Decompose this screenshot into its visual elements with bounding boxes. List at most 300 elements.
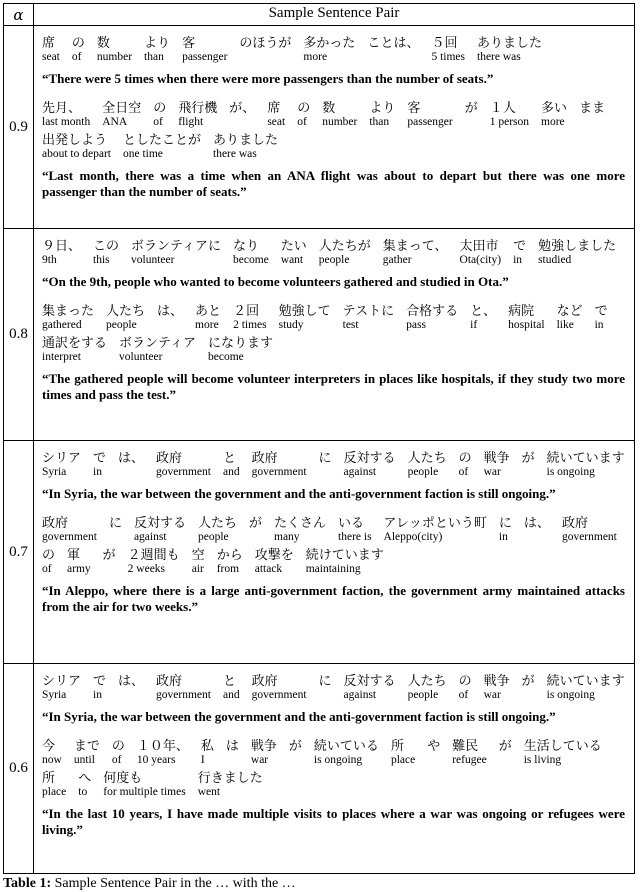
japanese-word: たい xyxy=(280,238,307,253)
japanese-word: なり xyxy=(233,238,260,253)
alpha-value: 0.9 xyxy=(4,26,34,228)
gloss-word: this xyxy=(93,254,110,266)
gloss-word xyxy=(289,754,302,767)
gloss-unit xyxy=(579,100,605,129)
gloss-unit xyxy=(252,673,307,702)
gloss-unit xyxy=(223,673,240,702)
gloss-word xyxy=(239,51,291,64)
gloss-line xyxy=(42,673,627,702)
gloss-unit xyxy=(431,35,465,64)
gloss-word: war xyxy=(250,754,269,766)
gloss-word: more xyxy=(303,51,328,63)
gloss-unit xyxy=(192,547,205,576)
japanese-word: いる xyxy=(338,515,365,530)
japanese-word: あと xyxy=(195,303,222,318)
japanese-word: は、 xyxy=(118,673,145,688)
gloss-word: 2 weeks xyxy=(127,563,166,575)
gloss-word xyxy=(319,466,332,479)
japanese-word: は、 xyxy=(523,515,550,530)
gloss-unit xyxy=(249,515,262,544)
gloss-unit xyxy=(109,515,122,544)
japanese-word: の xyxy=(71,35,85,50)
gloss-unit xyxy=(102,100,141,129)
alpha-value: 0.8 xyxy=(4,229,34,440)
gloss-unit xyxy=(118,673,144,702)
gloss-unit xyxy=(490,100,529,129)
japanese-word: 人たちが xyxy=(318,238,371,253)
gloss-unit xyxy=(289,738,302,767)
japanese-word: 病院 xyxy=(508,303,535,318)
gloss-word: pass xyxy=(406,319,426,331)
japanese-word: の xyxy=(297,100,311,115)
gloss-unit xyxy=(319,238,371,267)
japanese-word: まで xyxy=(73,738,100,753)
gloss-word xyxy=(249,531,262,544)
gloss-unit xyxy=(522,673,535,702)
gloss-unit xyxy=(112,738,125,767)
gloss-word xyxy=(109,531,122,544)
gloss-word: in xyxy=(93,466,102,478)
gloss-unit xyxy=(233,303,267,332)
gloss-word: of xyxy=(111,754,122,766)
gloss-word: 1 person xyxy=(489,116,530,128)
gloss-word: Ota(city) xyxy=(459,254,502,266)
japanese-word: 政府 xyxy=(561,515,588,530)
japanese-word: 人たち xyxy=(106,303,146,318)
gloss-word: war xyxy=(483,689,501,701)
japanese-word: 政府 xyxy=(42,515,69,530)
gloss-word: volunteer xyxy=(119,351,163,363)
gloss-word: studied xyxy=(538,254,572,266)
gloss-word: people xyxy=(318,254,350,266)
japanese-word: 勉強しました xyxy=(538,238,617,253)
gloss-word: government xyxy=(561,531,617,543)
gloss-unit xyxy=(344,673,396,702)
japanese-word: 何度も xyxy=(103,770,143,785)
japanese-word: が xyxy=(498,738,512,753)
gloss-word: army xyxy=(67,563,91,575)
gloss-unit xyxy=(252,450,307,479)
gloss-word xyxy=(226,754,239,767)
japanese-word: に xyxy=(318,450,332,465)
translation: “Last month, there was a time when an ANA flight was about to depart but there was one more passenger than the number of seats.” xyxy=(42,168,625,199)
japanese-word: になります xyxy=(207,335,273,350)
gloss-unit xyxy=(274,515,326,544)
japanese-word: 所 xyxy=(42,770,56,785)
japanese-word: 人たち xyxy=(407,450,447,465)
translation: “In Aleppo, where there is a large anti-government faction, the government army maintained attacks from the air for two weeks.” xyxy=(42,583,625,614)
gloss-line xyxy=(42,35,627,64)
caption-label: Table 1: xyxy=(3,876,52,891)
gloss-word: flight xyxy=(178,116,204,128)
gloss-unit xyxy=(499,515,512,544)
japanese-word: 合格する xyxy=(406,303,459,318)
table-title-cell xyxy=(34,4,634,25)
gloss-unit xyxy=(452,738,486,767)
gloss-unit xyxy=(522,450,535,479)
japanese-word: 太田市 xyxy=(459,238,499,253)
gloss-word: in xyxy=(93,689,102,701)
japanese-word: の xyxy=(153,100,167,115)
gloss-word xyxy=(118,466,144,479)
gloss-word: government xyxy=(42,531,97,543)
caption-text: Sample Sentence Pair in the … with the … xyxy=(54,876,296,891)
sentence-pair xyxy=(42,100,627,200)
japanese-word: より xyxy=(144,35,171,50)
japanese-word: ことは、 xyxy=(367,35,420,50)
gloss-unit xyxy=(182,35,227,64)
sentence-pair xyxy=(42,738,627,838)
gloss-unit xyxy=(338,515,372,544)
gloss-word: war xyxy=(483,466,501,478)
japanese-word: 先月、 xyxy=(42,100,82,115)
gloss-word: place xyxy=(390,754,416,766)
gloss-word: of xyxy=(458,689,469,701)
table-body xyxy=(4,25,634,873)
gloss-unit xyxy=(513,238,526,267)
gloss-unit xyxy=(128,547,180,576)
gloss-unit xyxy=(279,303,331,332)
japanese-word: 続いています xyxy=(546,450,625,465)
gloss-word: passenger xyxy=(182,51,228,63)
gloss-unit xyxy=(178,100,217,129)
gloss-unit xyxy=(103,770,185,799)
gloss-word: of xyxy=(458,466,469,478)
table-title: Sample Sentence Pair xyxy=(268,5,400,21)
table-row xyxy=(4,440,634,663)
japanese-word: のほうが xyxy=(239,35,292,50)
gloss-unit xyxy=(459,673,472,702)
gloss-word: Syria xyxy=(42,466,67,478)
gloss-unit xyxy=(484,673,510,702)
gloss-word: in xyxy=(498,531,508,543)
gloss-unit xyxy=(93,238,119,267)
gloss-word: there was xyxy=(477,51,521,63)
japanese-word: で xyxy=(93,673,107,688)
gloss-unit xyxy=(384,515,487,544)
gloss-unit xyxy=(541,100,567,129)
japanese-word: 戦争 xyxy=(483,673,510,688)
gloss-unit xyxy=(406,303,458,332)
gloss-word: air xyxy=(191,563,204,575)
japanese-word: と xyxy=(222,673,236,688)
gloss-unit xyxy=(42,335,107,364)
gloss-word xyxy=(522,466,535,479)
alpha-value: 0.7 xyxy=(4,441,34,663)
gloss-unit xyxy=(233,238,269,267)
gloss-word xyxy=(367,51,419,64)
gloss-unit xyxy=(42,673,81,702)
gloss-unit xyxy=(42,738,62,767)
gloss-word: is ongoing xyxy=(313,754,363,766)
table-header xyxy=(4,4,634,25)
japanese-word: 集まった xyxy=(42,303,95,318)
gloss-word: I xyxy=(200,754,205,766)
gloss-unit xyxy=(538,238,616,267)
japanese-word: に xyxy=(318,673,332,688)
gloss-word: test xyxy=(342,319,359,331)
gloss-unit xyxy=(198,770,263,799)
japanese-word: は xyxy=(225,738,239,753)
japanese-word: に xyxy=(108,515,122,530)
japanese-word: アレッポという町 xyxy=(383,515,487,530)
table-caption xyxy=(3,875,635,892)
japanese-word: 客 xyxy=(182,35,196,50)
gloss-unit xyxy=(267,100,285,129)
gloss-word: went xyxy=(197,786,221,798)
gloss-word: study xyxy=(278,319,304,331)
japanese-word: 攻撃を xyxy=(254,547,294,562)
gloss-unit xyxy=(78,770,91,799)
gloss-word: become xyxy=(207,351,244,363)
japanese-word: 席 xyxy=(42,35,56,50)
gloss-unit xyxy=(251,738,277,767)
gloss-unit xyxy=(477,35,542,64)
gloss-unit xyxy=(319,673,332,702)
gloss-word: want xyxy=(280,254,304,266)
sentence-pair xyxy=(42,673,627,725)
gloss-word: Aleppo(city) xyxy=(383,531,443,543)
gloss-unit xyxy=(208,335,273,364)
gloss-unit xyxy=(367,35,419,64)
japanese-word: 続いている xyxy=(313,738,379,753)
japanese-word: １０年、 xyxy=(136,738,189,753)
japanese-word: 生活している xyxy=(523,738,602,753)
sentence-pair-cell xyxy=(34,664,634,873)
gloss-unit xyxy=(42,450,81,479)
gloss-unit xyxy=(229,100,255,129)
japanese-word: で xyxy=(594,303,608,318)
japanese-word: と、 xyxy=(470,303,497,318)
gloss-unit xyxy=(314,738,379,767)
gloss-word: hospital xyxy=(508,319,545,331)
gloss-unit xyxy=(383,238,448,267)
gloss-unit xyxy=(391,738,415,767)
gloss-unit xyxy=(281,238,307,267)
japanese-word: 軍 xyxy=(67,547,81,562)
gloss-unit xyxy=(74,738,100,767)
japanese-word: まま xyxy=(579,100,606,115)
japanese-word: 反対する xyxy=(133,515,186,530)
japanese-word: 人たち xyxy=(407,673,447,688)
gloss-word: number xyxy=(96,51,133,63)
gloss-unit xyxy=(524,738,602,767)
japanese-word: ボランティアに xyxy=(131,238,221,253)
translation: “There were 5 times when there were more passengers than the number of seats.” xyxy=(42,71,494,86)
gloss-word xyxy=(524,531,550,544)
gloss-word: is ongoing xyxy=(546,689,595,701)
japanese-word: ボランティア xyxy=(119,335,196,350)
gloss-word: is living xyxy=(523,754,562,766)
japanese-word: より xyxy=(369,100,396,115)
gloss-word: is ongoing xyxy=(546,466,595,478)
alpha-value: 0.6 xyxy=(4,664,34,873)
japanese-word: ありました xyxy=(477,35,543,50)
gloss-unit xyxy=(72,35,85,64)
gloss-unit xyxy=(201,738,214,767)
sentence-pair xyxy=(42,238,627,290)
gloss-word: gathered xyxy=(42,319,82,331)
japanese-word: 行きました xyxy=(197,770,263,785)
japanese-word: たくさん xyxy=(274,515,327,530)
gloss-unit xyxy=(557,303,583,332)
translation: “In Syria, the war between the government and the anti-government faction is still ongoing.” xyxy=(42,486,556,501)
gloss-unit xyxy=(306,547,384,576)
japanese-word: 続けています xyxy=(305,547,384,562)
japanese-word: から xyxy=(216,547,243,562)
gloss-word: there is xyxy=(338,531,372,543)
gloss-word: many xyxy=(274,531,300,543)
gloss-unit xyxy=(213,132,278,161)
japanese-word: が xyxy=(288,738,302,753)
japanese-word: 全日空 xyxy=(102,100,142,115)
japanese-word: 反対する xyxy=(343,673,396,688)
sentence-pair xyxy=(42,450,627,502)
gloss-unit xyxy=(369,100,395,129)
gloss-word: against xyxy=(343,466,377,478)
gloss-unit xyxy=(195,303,221,332)
gloss-unit xyxy=(595,303,608,332)
gloss-unit xyxy=(459,450,472,479)
gloss-word: ANA xyxy=(102,116,128,128)
gloss-unit xyxy=(239,35,291,64)
gloss-unit xyxy=(42,547,55,576)
gloss-word: about to depart xyxy=(42,148,111,160)
sentence-pair xyxy=(42,515,627,615)
gloss-word: gather xyxy=(382,254,412,266)
gloss-word: from xyxy=(216,563,240,575)
japanese-word: ９日、 xyxy=(42,238,82,253)
gloss-unit xyxy=(408,450,447,479)
gloss-word: more xyxy=(541,116,565,128)
gloss-word xyxy=(118,689,144,702)
japanese-word: の xyxy=(111,738,125,753)
gloss-word: there was xyxy=(213,148,257,160)
japanese-word: 難民 xyxy=(452,738,479,753)
japanese-word: １人 xyxy=(489,100,516,115)
japanese-word: 政府 xyxy=(251,450,278,465)
alpha-header xyxy=(4,4,34,25)
japanese-word: は、 xyxy=(157,303,184,318)
alpha-header-label: α xyxy=(13,5,24,24)
gloss-word: than xyxy=(369,116,390,128)
gloss-word xyxy=(499,754,512,767)
japanese-word: の xyxy=(42,547,56,562)
gloss-word: place xyxy=(42,786,67,798)
japanese-word: が xyxy=(521,450,535,465)
japanese-word: 所 xyxy=(390,738,404,753)
gloss-unit xyxy=(131,238,221,267)
gloss-word: people xyxy=(407,689,439,701)
gloss-word: maintaining xyxy=(305,563,361,575)
gloss-line xyxy=(42,450,627,479)
gloss-word xyxy=(229,116,255,129)
gloss-word: interpret xyxy=(42,351,81,363)
gloss-word: attack xyxy=(254,563,283,575)
japanese-word: の xyxy=(458,673,472,688)
translation: “The gathered people will become volunteer interpreters in places like hospitals, if they study two more times and pass the test.” xyxy=(42,371,625,402)
gloss-word: one time xyxy=(122,148,163,160)
gloss-word: of xyxy=(153,116,163,128)
japanese-word: 勉強して xyxy=(278,303,331,318)
gloss-word: number xyxy=(322,116,358,128)
gloss-unit xyxy=(407,100,452,129)
japanese-word: が xyxy=(102,547,116,562)
japanese-word: へ xyxy=(78,770,92,785)
gloss-unit xyxy=(97,35,132,64)
gloss-word: government xyxy=(251,466,307,478)
gloss-word: now xyxy=(42,754,62,766)
gloss-word: of xyxy=(297,116,307,128)
translation: “In Syria, the war between the government and the anti-government faction is still ongoing.” xyxy=(42,709,556,724)
japanese-word: 政府 xyxy=(156,450,183,465)
gloss-unit xyxy=(562,515,617,544)
gloss-word: and xyxy=(222,689,240,701)
japanese-word: 席 xyxy=(267,100,281,115)
gloss-word: of xyxy=(71,51,82,63)
gloss-unit xyxy=(42,35,60,64)
gloss-word: people xyxy=(197,531,229,543)
gloss-unit xyxy=(322,100,357,129)
gloss-word: become xyxy=(233,254,269,266)
japanese-word: が xyxy=(248,515,262,530)
gloss-unit xyxy=(319,450,332,479)
gloss-line xyxy=(42,515,627,576)
table-row xyxy=(4,228,634,440)
japanese-word: 戦争 xyxy=(483,450,510,465)
gloss-word: against xyxy=(343,689,377,701)
gloss-unit xyxy=(198,515,237,544)
japanese-word: 空 xyxy=(191,547,205,562)
japanese-word: 私 xyxy=(200,738,214,753)
gloss-unit xyxy=(156,673,211,702)
gloss-word: people xyxy=(106,319,137,331)
japanese-word: 多かった xyxy=(303,35,356,50)
translation: “On the 9th, people who wanted to become volunteers gathered and studied in Ota.” xyxy=(42,274,509,289)
gloss-word: until xyxy=(73,754,95,766)
gloss-word: like xyxy=(556,319,574,331)
sentence-pair-cell xyxy=(34,26,634,228)
japanese-word: テストに xyxy=(342,303,395,318)
gloss-unit xyxy=(460,238,502,267)
japanese-word: と xyxy=(222,450,236,465)
gloss-unit xyxy=(153,100,166,129)
gloss-word: people xyxy=(407,466,439,478)
japanese-word: ５回 xyxy=(431,35,458,50)
gloss-word xyxy=(103,563,116,576)
japanese-word: 数 xyxy=(322,100,336,115)
gloss-unit xyxy=(547,450,625,479)
japanese-word: 飛行機 xyxy=(178,100,218,115)
gloss-line xyxy=(42,100,627,161)
japanese-word: 戦争 xyxy=(250,738,277,753)
gloss-unit xyxy=(465,100,478,129)
japanese-word: 出発しよう xyxy=(42,132,108,147)
gloss-unit xyxy=(255,547,294,576)
gloss-unit xyxy=(217,547,243,576)
japanese-word: が xyxy=(521,673,535,688)
gloss-word: seat xyxy=(267,116,286,128)
japanese-word: など xyxy=(556,303,583,318)
gloss-unit xyxy=(67,547,91,576)
gloss-word: 2 times xyxy=(233,319,267,331)
gloss-line xyxy=(42,738,627,799)
gloss-unit xyxy=(547,673,625,702)
gloss-unit xyxy=(42,515,97,544)
gloss-unit xyxy=(524,515,550,544)
gloss-word xyxy=(579,116,605,129)
gloss-unit xyxy=(156,450,211,479)
